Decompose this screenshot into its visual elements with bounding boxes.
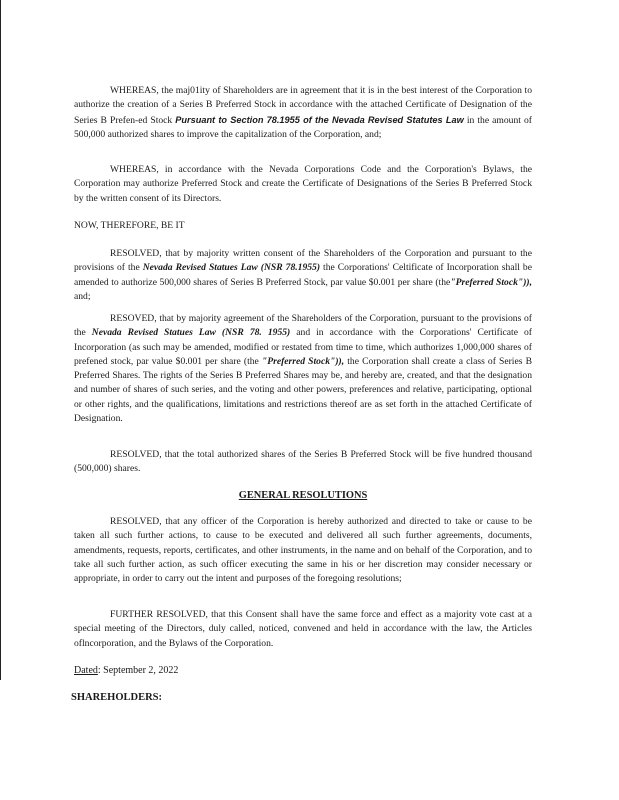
resolved-4-text: RESOLVED, that any officer of the Corporation is hereby authorized and directed to take or cause to be taken all such further actions, to cause to be executed and delivered all such further agreements, documents, amendments, requests, reports, certificates, and other instruments, in the name and on behalf of the Corporation, and to take all such further action, as such officer executing the same in his or her discretion may consider necessary or appropriate, in order to carry out the intent and purposes of the foregoing resolutions; [74,516,532,585]
resolved-1-text-c: and; [74,290,91,302]
general-resolutions-heading: GENERAL RESOLUTIONS [238,490,368,501]
dated-value: : September 2, 2022 [97,665,179,676]
whereas-2-text: WHEREAS, in accordance with the Nevada Corporations Code and the Corporation's Bylaws, the Corporation may authorize Preferred Stock and create the Certificate of Designations of the Series B Preferred Stock by the written consent of its Directors. [74,164,532,204]
shareholders-label: SHAREHOLDERS: [71,692,163,703]
resolved-3-text: RESOLVED, that the total authorized shares of the Series B Preferred Stock will be five hundred thousand (500,000) shares. [74,449,532,475]
resolved-paragraph-3 [74,448,532,477]
resolved-2-text-c: the Corporation shall create a class of Series B Preferred Shares. The rights of the Series B Preferred Shares may be, and hereby are, created, and that the designation and number of shares of such series, and the voting and other powers, preferences and relative, participating, optional or other rights, and the qualifications, limitations and restrictions thereof are as set forth in the attached Certificate of Designation. [74,355,532,425]
resolved-2-text-a: RESOVED, that by majority agreement of the Shareholders of the Corporation, pursuant to the provisions of the [74,313,532,339]
whereas-1-text-b: in the amount of 500,000 authorized shares to improve the capitalization of the Corporation, and; [74,114,533,140]
resolved-2-statute: Nevada Revised Statues Law (NSR 78. 1955) [91,327,291,339]
whereas-1-text-a: WHEREAS, the maj01ity of Shareholders are in agreement that it is in the best interest of the Corporation to authorize the creation of a Series B Preferred Stock in accordance with the attached Certificate of Designation of the Series B Prefen-ed Stock [74,85,532,126]
resolved-2-text-b: and in accordance with the Corporations' Certificate of Incorporation (as such may be amended, modified or restated from time to time, which authorizes 1,000,000 shares of prefened stock, par value $0.001 per share (the [74,327,532,367]
resolved-paragraph-4 [74,515,532,586]
resolved-paragraph-1 [74,247,532,304]
dated-line [74,665,178,676]
resolved-1-defined-term: "Preferred Stock")), [450,276,532,288]
now-therefore-line: NOW, THEREFORE, BE IT [74,220,185,231]
resolved-1-text-b: the Corporations' Celtificate of Incorporation shall be amended to authorize 500,000 shares of Series B Preferred Stock, par value $0.001 per share (the [74,262,532,288]
dated-label: Dated [74,665,98,676]
page-edge-rule [0,0,1,680]
resolved-1-text-a: RESOLVED, that by majority written consent of the Shareholders of the Corporation and pursuant to the provisions of the [74,248,532,274]
whereas-1-statute: Pursuant to Section 78.1955 of the Nevada Revised Statutes Law [175,114,464,125]
resolved-1-statute: Nevada Revised Statues Law (NSR 78.1955) [142,262,321,274]
resolved-2-defined-term: "Preferred Stock")), [261,355,345,367]
resolved-paragraph-2 [74,312,532,426]
further-resolved-paragraph [74,608,532,651]
whereas-paragraph-2 [74,163,532,206]
further-resolved-text: FURTHER RESOLVED, that this Consent shall have the same force and effect as a majority vote cast at a special meeting of the Directors, duly called, noticed, convened and held in accordance with the law, the Articles oflncorporation, and the Bylaws of the Corporation. [74,609,532,649]
whereas-paragraph-1 [74,84,532,142]
